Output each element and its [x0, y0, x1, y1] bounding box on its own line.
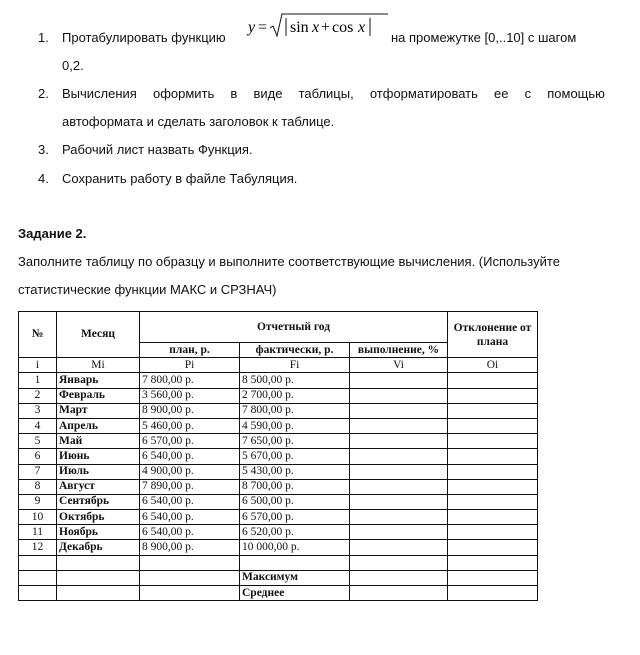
cell [448, 555, 538, 570]
row-num: 1 [19, 373, 57, 388]
formula-eq: = [258, 19, 268, 36]
row-deviation [448, 540, 538, 555]
list-num-2: 2. [38, 86, 49, 101]
cell [19, 555, 57, 570]
row-deviation [448, 464, 538, 479]
row-fact: 5 670,00 р. [240, 449, 350, 464]
max-row [19, 570, 538, 585]
word: таблицы, [298, 86, 354, 101]
row-month: Август [57, 479, 140, 494]
row-exec [350, 388, 448, 403]
sym-i: i [19, 358, 57, 373]
row-deviation [448, 418, 538, 433]
row-fact: 10 000,00 р. [240, 540, 350, 555]
table-row [19, 403, 538, 418]
table-row [19, 540, 538, 555]
row-month: Июль [57, 464, 140, 479]
sym-fi: Fi [240, 358, 350, 373]
row-month: Ноябрь [57, 525, 140, 540]
row-month: Октябрь [57, 510, 140, 525]
row-exec [350, 449, 448, 464]
row-plan: 6 540,00 р. [140, 510, 240, 525]
row-plan: 3 560,00 р. [140, 388, 240, 403]
cell [19, 586, 57, 601]
row-num: 3 [19, 403, 57, 418]
table-row [19, 525, 538, 540]
row-num: 5 [19, 434, 57, 449]
formula-y: y [248, 19, 256, 36]
sym-mi: Mi [57, 358, 140, 373]
task2-line2: статистические функции МАКС и СРЗНАЧ) [18, 282, 277, 297]
row-fact: 8 700,00 р. [240, 479, 350, 494]
row-exec [350, 464, 448, 479]
row-fact: 6 520,00 р. [240, 525, 350, 540]
row-fact: 6 570,00 р. [240, 510, 350, 525]
row-plan: 7 800,00 р. [140, 373, 240, 388]
row-deviation [448, 479, 538, 494]
cell [140, 586, 240, 601]
formula-cos: cos [332, 19, 354, 36]
row-deviation [448, 494, 538, 509]
row-deviation [448, 373, 538, 388]
formula-svg [248, 12, 388, 42]
row-num: 4 [19, 418, 57, 433]
table-row [19, 464, 538, 479]
empty-row [19, 555, 538, 570]
formula-image [248, 12, 388, 38]
header-month: Месяц [57, 312, 140, 358]
row-plan: 4 900,00 р. [140, 464, 240, 479]
row-fact: 4 590,00 р. [240, 418, 350, 433]
table-row [19, 449, 538, 464]
row-exec [350, 373, 448, 388]
word: помощью [547, 86, 605, 101]
formula-x1: x [312, 19, 320, 36]
row-month: Апрель [57, 418, 140, 433]
table-row [19, 418, 538, 433]
row-num: 9 [19, 494, 57, 509]
sym-vi: Vi [350, 358, 448, 373]
row-plan: 6 540,00 р. [140, 494, 240, 509]
list-item-4-text: Сохранить работу в файле Табуляция. [62, 171, 298, 186]
row-fact: 5 430,00 р. [240, 464, 350, 479]
table-row [19, 494, 538, 509]
row-fact: 6 500,00 р. [240, 494, 350, 509]
row-month: Сентябрь [57, 494, 140, 509]
row-deviation [448, 403, 538, 418]
word: оформить [152, 86, 215, 101]
table-row [19, 373, 538, 388]
list-item-2-text [62, 86, 605, 102]
row-month: Июнь [57, 449, 140, 464]
row-month: Март [57, 403, 140, 418]
header-deviation: Отклонение от плана [448, 312, 538, 358]
row-plan: 6 540,00 р. [140, 449, 240, 464]
header-fact: фактически, р. [240, 343, 350, 358]
table-row [19, 510, 538, 525]
cell [448, 586, 538, 601]
table-row [19, 388, 538, 403]
avg-value-cell [350, 586, 448, 601]
row-plan: 8 900,00 р. [140, 403, 240, 418]
row-num: 6 [19, 449, 57, 464]
list-item-1-text-after: на промежутке [0,..10] с шагом [391, 30, 577, 45]
word: с [524, 86, 532, 101]
row-exec [350, 510, 448, 525]
data-table [18, 311, 538, 601]
row-exec [350, 540, 448, 555]
word: Вычисления [62, 86, 137, 101]
row-exec [350, 479, 448, 494]
header-period: Отчетный год [140, 312, 448, 343]
row-fact: 2 700,00 р. [240, 388, 350, 403]
row-month: Май [57, 434, 140, 449]
cell [57, 586, 140, 601]
word: отформатировать [369, 86, 478, 101]
row-deviation [448, 510, 538, 525]
formula-plus: + [321, 19, 331, 36]
row-deviation [448, 388, 538, 403]
row-plan: 5 460,00 р. [140, 418, 240, 433]
task2-line1: Заполните таблицу по образцу и выполните соответствующие вычисления. (Используйте [18, 254, 560, 269]
cell [57, 555, 140, 570]
avg-row [19, 586, 538, 601]
max-value-cell [350, 570, 448, 585]
list-item-1-text: Протабулировать функцию [62, 30, 226, 45]
cell [140, 570, 240, 585]
list-num-1: 1. [38, 30, 49, 45]
row-plan: 7 890,00 р. [140, 479, 240, 494]
row-exec [350, 525, 448, 540]
sym-pi: Pi [140, 358, 240, 373]
row-month: Январь [57, 373, 140, 388]
row-plan: 6 540,00 р. [140, 525, 240, 540]
list-item-2-cont: автоформата и сделать заголовок к таблице. [62, 114, 335, 129]
table-body [19, 373, 538, 555]
row-plan: 8 900,00 р. [140, 540, 240, 555]
row-exec [350, 418, 448, 433]
header-exec: выполнение, % [350, 343, 448, 358]
max-label: Максимум [240, 570, 350, 585]
avg-label: Среднее [240, 586, 350, 601]
table-row [19, 434, 538, 449]
symbol-row [19, 358, 538, 373]
cell [57, 570, 140, 585]
row-exec [350, 494, 448, 509]
cell [350, 555, 448, 570]
cell [448, 570, 538, 585]
row-num: 11 [19, 525, 57, 540]
row-fact: 7 650,00 р. [240, 434, 350, 449]
row-exec [350, 434, 448, 449]
row-deviation [448, 434, 538, 449]
row-fact: 8 500,00 р. [240, 373, 350, 388]
row-num: 7 [19, 464, 57, 479]
header-plan: план, р. [140, 343, 240, 358]
row-month: Декабрь [57, 540, 140, 555]
list-num-3: 3. [38, 142, 49, 157]
word: виде [253, 86, 283, 101]
row-deviation [448, 449, 538, 464]
row-plan: 6 570,00 р. [140, 434, 240, 449]
row-deviation [448, 525, 538, 540]
task2-heading: Задание 2. [18, 226, 87, 241]
row-num: 12 [19, 540, 57, 555]
word: ее [494, 86, 509, 101]
cell [140, 555, 240, 570]
formula-x2: x [358, 19, 366, 36]
word: в [230, 86, 238, 101]
sym-oi: Oi [448, 358, 538, 373]
row-month: Февраль [57, 388, 140, 403]
cell [240, 555, 350, 570]
row-num: 8 [19, 479, 57, 494]
formula-sin: sin [290, 19, 309, 36]
row-num: 2 [19, 388, 57, 403]
list-num-4: 4. [38, 171, 49, 186]
cell [19, 570, 57, 585]
list-item-3-text: Рабочий лист назвать Функция. [62, 142, 253, 157]
row-num: 10 [19, 510, 57, 525]
row-exec [350, 403, 448, 418]
table-row [19, 479, 538, 494]
header-num: № [19, 312, 57, 358]
list-item-1-cont: 0,2. [62, 58, 84, 73]
row-fact: 7 800,00 р. [240, 403, 350, 418]
